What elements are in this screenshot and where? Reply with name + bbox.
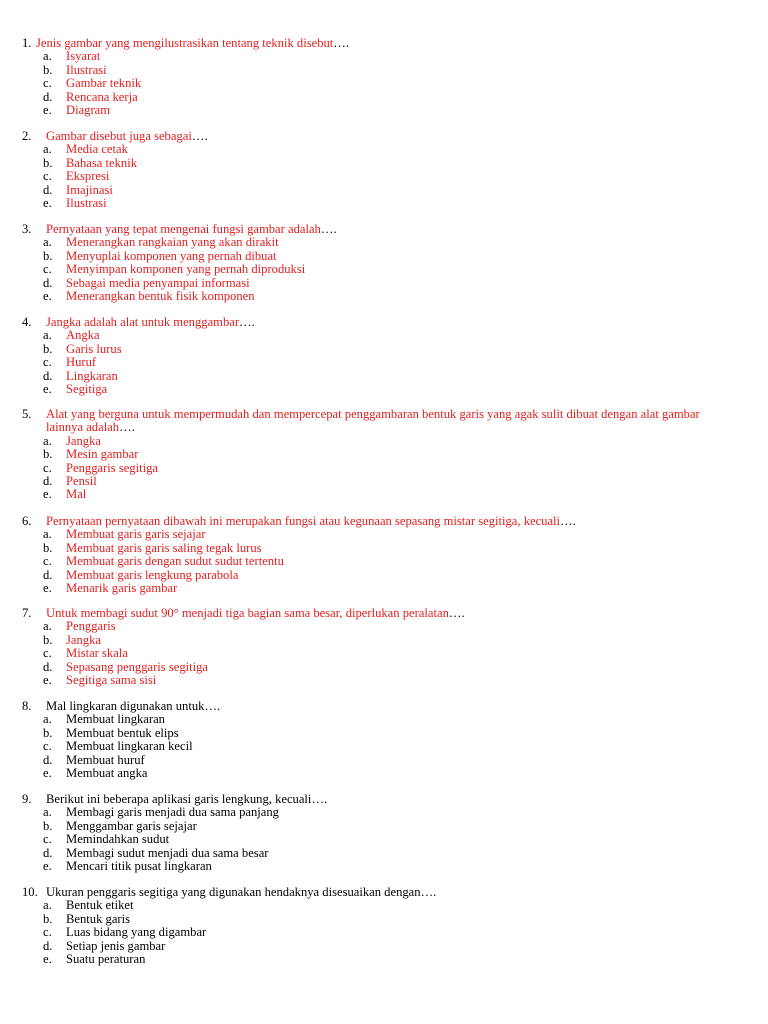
option-a bbox=[43, 143, 722, 156]
option-letter: d. bbox=[43, 182, 53, 197]
option-letter: e. bbox=[43, 766, 52, 781]
option-text: Sebagai media penyampai informasi bbox=[66, 275, 250, 290]
question-text-body: Pernyataan yang tepat mengenai fungsi gambar adalah bbox=[46, 222, 321, 236]
option-d bbox=[43, 661, 722, 674]
option-letter: c. bbox=[43, 355, 52, 370]
option-letter: e. bbox=[43, 673, 52, 688]
question-header bbox=[22, 886, 722, 899]
option-letter: c. bbox=[43, 169, 52, 184]
option-c bbox=[43, 356, 722, 369]
options-list bbox=[22, 435, 722, 502]
option-a bbox=[43, 620, 722, 633]
question-header bbox=[22, 700, 722, 713]
option-d bbox=[43, 847, 722, 860]
question-header bbox=[22, 515, 722, 528]
option-text: Menarik garis gambar bbox=[66, 581, 178, 596]
option-b bbox=[43, 542, 722, 555]
option-c bbox=[43, 462, 722, 475]
option-letter: e. bbox=[43, 103, 52, 118]
option-text: Membuat garis lengkung parabola bbox=[66, 567, 239, 582]
question-text-body: Untuk membagi sudut 90° menjadi tiga bagian sama besar, diperlukan peralatan bbox=[46, 606, 449, 620]
option-text: Membuat huruf bbox=[66, 752, 145, 767]
option-c bbox=[43, 740, 722, 753]
option-d bbox=[43, 370, 722, 383]
option-text: Bentuk garis bbox=[66, 911, 131, 926]
option-text: Ilustrasi bbox=[66, 62, 107, 77]
question-header bbox=[22, 316, 722, 329]
option-text: Garis lurus bbox=[66, 341, 122, 356]
question-header bbox=[22, 607, 722, 620]
question-dots: …. bbox=[119, 420, 135, 435]
question-dots: …. bbox=[560, 514, 576, 528]
option-c bbox=[43, 833, 722, 846]
question-number: 1. bbox=[22, 36, 32, 50]
question-4 bbox=[22, 316, 722, 396]
option-e bbox=[43, 860, 722, 873]
option-d bbox=[43, 277, 722, 290]
question-10 bbox=[22, 886, 722, 966]
option-e bbox=[43, 197, 722, 210]
option-b bbox=[43, 727, 722, 740]
question-dots: …. bbox=[420, 885, 437, 899]
option-e bbox=[43, 488, 722, 501]
option-letter: b. bbox=[43, 62, 53, 77]
option-text: Membuat bentuk elips bbox=[66, 725, 179, 740]
question-text-body: Jangka adalah alat untuk menggambar bbox=[46, 315, 240, 329]
question-text bbox=[46, 223, 722, 236]
question-text-body: Ukuran penggaris segitiga yang digunakan hendaknya disesuaikan dengan bbox=[46, 885, 421, 899]
option-c bbox=[43, 555, 722, 568]
option-c bbox=[43, 926, 722, 939]
option-letter: c. bbox=[43, 832, 52, 847]
option-text: Membuat lingkaran bbox=[66, 712, 165, 727]
option-a bbox=[43, 435, 722, 448]
option-text: Membuat garis garis saling tegak lurus bbox=[66, 540, 262, 555]
option-b bbox=[43, 64, 722, 77]
option-c bbox=[43, 77, 722, 90]
option-text: Gambar teknik bbox=[66, 76, 142, 91]
question-text-body: Pernyataan pernyataan dibawah ini merupakan fungsi atau kegunaan sepasang mistar segitiga, kecuali bbox=[46, 514, 561, 528]
question-1 bbox=[22, 37, 722, 117]
options-list bbox=[22, 620, 722, 687]
option-b bbox=[43, 634, 722, 647]
option-text: Menerangkan bentuk fisik komponen bbox=[66, 289, 255, 304]
question-3 bbox=[22, 223, 722, 303]
option-b bbox=[43, 157, 722, 170]
option-letter: d. bbox=[43, 659, 53, 674]
option-a bbox=[43, 236, 722, 249]
option-b bbox=[43, 820, 722, 833]
option-d bbox=[43, 569, 722, 582]
option-text: Jangka bbox=[66, 433, 101, 448]
question-text bbox=[46, 793, 722, 806]
option-letter: b. bbox=[43, 341, 53, 356]
option-letter: b. bbox=[43, 248, 53, 263]
options-list bbox=[22, 236, 722, 303]
option-text: Jangka bbox=[66, 632, 101, 647]
question-8 bbox=[22, 700, 722, 780]
option-letter: a. bbox=[43, 898, 52, 913]
option-e bbox=[43, 953, 722, 966]
option-e bbox=[43, 383, 722, 396]
question-text-body: Berikut ini beberapa aplikasi garis lengkung, kecuali bbox=[46, 792, 312, 806]
question-number: 2. bbox=[22, 129, 32, 143]
option-text: Menyimpan komponen yang pernah diproduksi bbox=[66, 262, 306, 277]
option-d bbox=[43, 940, 722, 953]
question-header bbox=[22, 37, 722, 50]
question-dots: …. bbox=[311, 792, 328, 806]
option-letter: d. bbox=[43, 752, 53, 767]
option-letter: d. bbox=[43, 567, 53, 582]
question-6 bbox=[22, 515, 722, 595]
question-text bbox=[46, 886, 722, 899]
option-letter: d. bbox=[43, 938, 53, 953]
question-text-body: Alat yang berguna untuk mempermudah dan mempercepat penggambaran bentuk garis yang agak sulit dibuat dengan alat gambar lainnya adalah bbox=[46, 407, 700, 435]
option-letter: d. bbox=[43, 474, 53, 489]
option-d bbox=[43, 754, 722, 767]
option-letter: a. bbox=[43, 527, 52, 542]
option-e bbox=[43, 674, 722, 687]
option-e bbox=[43, 104, 722, 117]
option-letter: b. bbox=[43, 540, 53, 555]
option-letter: b. bbox=[43, 911, 53, 926]
option-a bbox=[43, 50, 722, 63]
option-text: Penggaris bbox=[66, 619, 116, 634]
option-letter: a. bbox=[43, 805, 52, 820]
options-list bbox=[22, 713, 722, 780]
option-c bbox=[43, 170, 722, 183]
option-a bbox=[43, 528, 722, 541]
question-dots: …. bbox=[448, 606, 465, 620]
question-text bbox=[46, 408, 722, 435]
option-letter: d. bbox=[43, 89, 53, 104]
option-letter: c. bbox=[43, 739, 52, 754]
question-5 bbox=[22, 408, 722, 502]
question-dots: …. bbox=[191, 129, 208, 143]
question-text bbox=[46, 607, 722, 620]
option-text: Menyuplai komponen yang pernah dibuat bbox=[66, 248, 277, 263]
question-text bbox=[46, 316, 722, 329]
option-text: Ekspresi bbox=[66, 169, 110, 184]
question-number: 3. bbox=[22, 222, 32, 236]
option-b bbox=[43, 913, 722, 926]
option-d bbox=[43, 475, 722, 488]
option-a bbox=[43, 329, 722, 342]
option-letter: e. bbox=[43, 581, 52, 596]
option-e bbox=[43, 767, 722, 780]
option-c bbox=[43, 647, 722, 660]
option-letter: a. bbox=[43, 235, 52, 250]
option-letter: a. bbox=[43, 49, 52, 64]
option-letter: b. bbox=[43, 447, 53, 462]
option-letter: c. bbox=[43, 460, 52, 475]
options-list bbox=[22, 50, 722, 117]
question-text bbox=[46, 700, 722, 713]
question-dots: …. bbox=[333, 36, 350, 50]
question-number: 9. bbox=[22, 792, 32, 806]
option-text: Membuat garis garis sejajar bbox=[66, 527, 206, 542]
question-7 bbox=[22, 607, 722, 687]
question-header bbox=[22, 408, 722, 435]
option-text: Segitiga bbox=[66, 382, 108, 397]
option-text: Segitiga sama sisi bbox=[66, 673, 157, 688]
option-letter: c. bbox=[43, 76, 52, 91]
option-letter: d. bbox=[43, 368, 53, 383]
option-text: Media cetak bbox=[66, 142, 128, 157]
option-text: Memindahkan sudut bbox=[66, 832, 170, 847]
option-text: Bahasa teknik bbox=[66, 155, 137, 170]
option-text: Lingkaran bbox=[66, 368, 118, 383]
option-letter: b. bbox=[43, 632, 53, 647]
option-b bbox=[43, 250, 722, 263]
question-header bbox=[22, 130, 722, 143]
option-text: Luas bidang yang digambar bbox=[66, 925, 207, 940]
question-text-body: Mal lingkaran digunakan untuk bbox=[46, 699, 205, 713]
option-d bbox=[43, 91, 722, 104]
option-letter: a. bbox=[43, 619, 52, 634]
option-text: Setiap jenis gambar bbox=[66, 938, 166, 953]
question-text-body: Jenis gambar yang mengilustrasikan tentang teknik disebut bbox=[36, 36, 334, 50]
option-text: Imajinasi bbox=[66, 182, 113, 197]
option-text: Membagi garis menjadi dua sama panjang bbox=[66, 805, 279, 820]
option-text: Penggaris segitiga bbox=[66, 460, 158, 475]
option-text: Ilustrasi bbox=[66, 196, 107, 211]
option-text: Mistar skala bbox=[66, 646, 128, 661]
option-text: Angka bbox=[66, 328, 100, 343]
question-9 bbox=[22, 793, 722, 873]
option-a bbox=[43, 806, 722, 819]
question-dots: …. bbox=[320, 222, 337, 236]
option-letter: c. bbox=[43, 554, 52, 569]
option-text: Membuat angka bbox=[66, 766, 148, 781]
option-d bbox=[43, 184, 722, 197]
option-letter: e. bbox=[43, 289, 52, 304]
options-list bbox=[22, 143, 722, 210]
option-letter: e. bbox=[43, 196, 52, 211]
option-letter: e. bbox=[43, 382, 52, 397]
question-2 bbox=[22, 130, 722, 210]
option-letter: e. bbox=[43, 487, 52, 502]
option-text: Mal bbox=[66, 487, 87, 502]
question-number: 10. bbox=[22, 885, 38, 899]
question-number: 6. bbox=[22, 514, 32, 528]
option-c bbox=[43, 263, 722, 276]
option-letter: b. bbox=[43, 818, 53, 833]
options-list bbox=[22, 528, 722, 595]
question-header bbox=[22, 793, 722, 806]
option-b bbox=[43, 448, 722, 461]
option-letter: d. bbox=[43, 275, 53, 290]
option-b bbox=[43, 343, 722, 356]
options-list bbox=[22, 329, 722, 396]
question-dots: …. bbox=[239, 315, 255, 329]
question-text bbox=[36, 37, 722, 50]
option-text: Membuat garis dengan sudut sudut tertentu bbox=[66, 554, 284, 569]
option-e bbox=[43, 582, 722, 595]
options-list bbox=[22, 806, 722, 873]
option-e bbox=[43, 290, 722, 303]
question-text bbox=[46, 130, 722, 143]
question-text-body: Gambar disebut juga sebagai bbox=[46, 129, 192, 143]
option-text: Mencari titik pusat lingkaran bbox=[66, 859, 212, 874]
option-letter: a. bbox=[43, 433, 52, 448]
option-letter: c. bbox=[43, 646, 52, 661]
question-number: 8. bbox=[22, 699, 32, 713]
option-text: Bentuk etiket bbox=[66, 898, 134, 913]
option-text: Isyarat bbox=[66, 49, 101, 64]
question-number: 7. bbox=[22, 606, 32, 620]
question-number: 5. bbox=[22, 407, 32, 421]
option-letter: c. bbox=[43, 925, 52, 940]
option-letter: a. bbox=[43, 328, 52, 343]
option-letter: e. bbox=[43, 952, 52, 967]
option-letter: e. bbox=[43, 859, 52, 874]
question-dots: …. bbox=[204, 699, 221, 713]
question-number: 4. bbox=[22, 315, 32, 329]
option-letter: c. bbox=[43, 262, 52, 277]
option-text: Membagi sudut menjadi dua sama besar bbox=[66, 845, 269, 860]
option-text: Pensil bbox=[66, 474, 97, 489]
option-text: Diagram bbox=[66, 103, 111, 118]
option-text: Menerangkan rangkaian yang akan dirakit bbox=[66, 235, 279, 250]
option-letter: a. bbox=[43, 142, 52, 157]
option-text: Huruf bbox=[66, 355, 97, 370]
option-text: Mesin gambar bbox=[66, 447, 139, 462]
option-letter: d. bbox=[43, 845, 53, 860]
option-text: Rencana kerja bbox=[66, 89, 138, 104]
option-text: Suatu peraturan bbox=[66, 952, 146, 967]
option-text: Menggambar garis sejajar bbox=[66, 818, 197, 833]
option-a bbox=[43, 899, 722, 912]
option-text: Sepasang penggaris segitiga bbox=[66, 659, 208, 674]
option-letter: a. bbox=[43, 712, 52, 727]
options-list bbox=[22, 899, 722, 966]
option-letter: b. bbox=[43, 155, 53, 170]
option-a bbox=[43, 713, 722, 726]
option-letter: b. bbox=[43, 725, 53, 740]
question-text bbox=[46, 515, 722, 528]
question-header bbox=[22, 223, 722, 236]
option-text: Membuat lingkaran kecil bbox=[66, 739, 193, 754]
